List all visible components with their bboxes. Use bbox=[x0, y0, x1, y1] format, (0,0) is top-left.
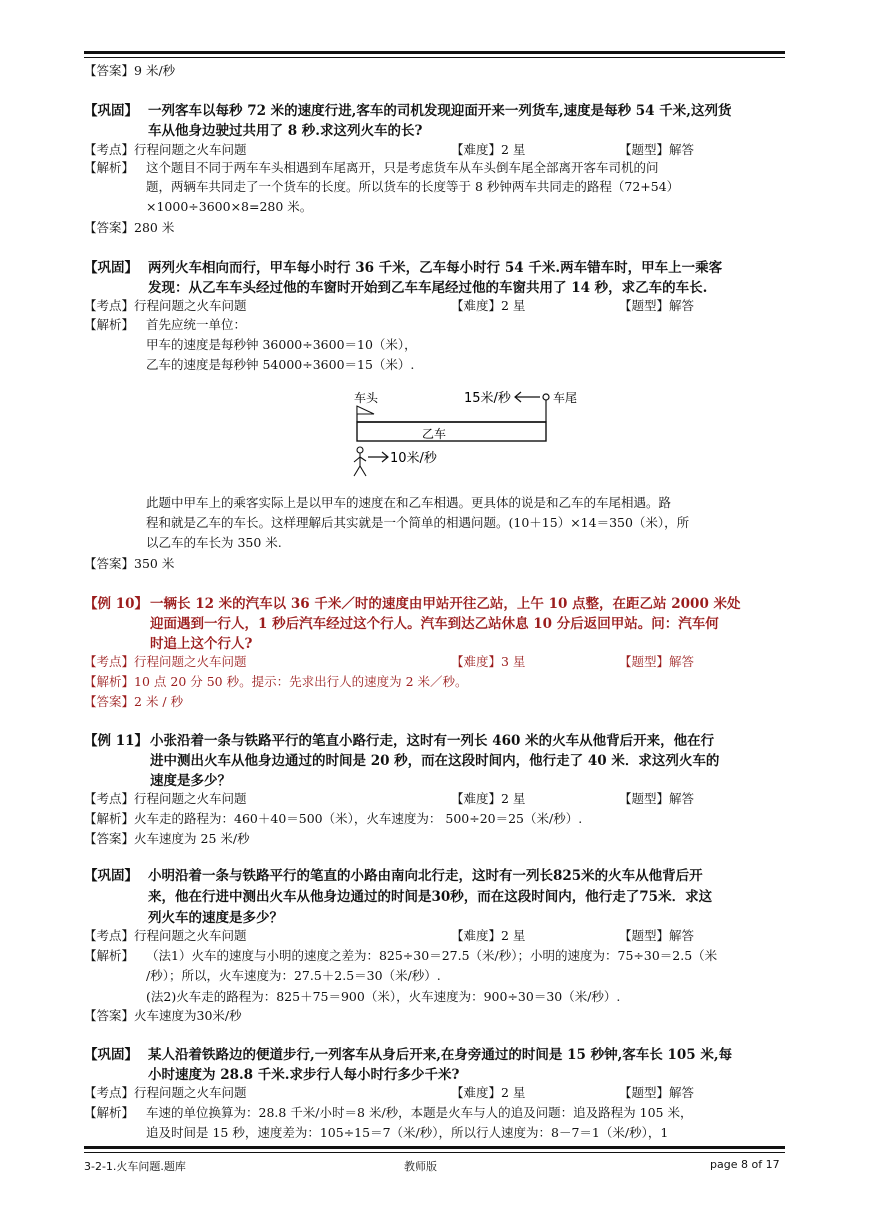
analysis-text: 火车走的路程为：460＋40＝500（米），火车速度为： 500÷20＝25（米/秒）. bbox=[134, 811, 583, 826]
question-tag: 【巩固】 bbox=[84, 868, 138, 884]
example-tag: 【例 11】 bbox=[84, 733, 148, 749]
analysis-tag: 【解析】 bbox=[84, 948, 135, 963]
analysis-tag: 【解析】 bbox=[84, 811, 135, 826]
bottom-speed-label: 10米/秒 bbox=[390, 451, 437, 466]
analysis-line: 甲车的速度是每秒钟 36000÷3600＝10（米）， bbox=[146, 337, 417, 352]
answer-line bbox=[84, 693, 183, 711]
analysis-line: （法1）火车的速度与小明的速度之差为：825÷30＝27.5（米/秒）；小明的速度为：75÷30＝2.5（米 bbox=[146, 948, 718, 963]
footer-rule-thin bbox=[84, 1152, 785, 1153]
question-line: 迎面遇到一行人，1 秒后汽车经过这个行人。汽车到达乙站休息 10 分后返回甲站。问：汽车何 bbox=[150, 616, 719, 632]
question-line: 某人沿着铁路边的便道步行,一列客车从身后开来,在身旁通过的时间是 15 秒钟,客车长 105 米,每 bbox=[148, 1047, 733, 1063]
meta-tixing: 【题型】解答 bbox=[619, 654, 695, 669]
question-line: 来，他在行进中测出火车从他身边通过的时间是30秒，而在这段时间内，他行走了75米．求这 bbox=[148, 889, 713, 905]
analysis-line: 此题中甲车上的乘客实际上是以甲车的速度在和乙车相遇。更具体的说是和乙车的车尾相遇。路 bbox=[146, 495, 672, 510]
answer-text: 2 米 / 秒 bbox=[134, 694, 184, 709]
meta-nandu: 【难度】2 星 bbox=[451, 1085, 526, 1100]
analysis-line bbox=[84, 673, 468, 691]
footer-page-number: page 8 of 17 bbox=[710, 1158, 780, 1171]
footer-doc-name: 3-2-1.火车问题.题库 bbox=[84, 1160, 186, 1173]
question-tag: 【巩固】 bbox=[84, 260, 138, 276]
question-line: 速度是多少？ bbox=[150, 773, 231, 789]
tail-label: 车尾 bbox=[553, 391, 578, 405]
question-line: 时追上这个行人? bbox=[150, 636, 253, 652]
meta-kaodian: 【考点】行程问题之火车问题 bbox=[84, 928, 247, 943]
footer-edition: 教师版 bbox=[404, 1160, 437, 1173]
meta-nandu: 【难度】2 星 bbox=[451, 142, 526, 157]
meta-kaodian: 【考点】行程问题之火车问题 bbox=[84, 1085, 247, 1100]
answer-line bbox=[84, 830, 250, 848]
answer-text: 火车速度为 25 米/秒 bbox=[134, 831, 250, 846]
analysis-line: /秒）；所以，火车速度为：27.5＋2.5＝30（米/秒）. bbox=[146, 968, 441, 983]
question-line: 小时速度为 28.8 千米.求步行人每小时行多少千米? bbox=[148, 1067, 460, 1083]
answer-tag: 【答案】 bbox=[84, 220, 135, 235]
meta-row bbox=[84, 141, 695, 159]
question-line: 车从他身边驶过共用了 8 秒.求这列火车的长? bbox=[148, 123, 423, 139]
question-line: 小明沿着一条与铁路平行的笔直的小路由南向北行走，这时有一列长825米的火车从他背后开 bbox=[148, 868, 703, 884]
footer-rule-thick bbox=[84, 1146, 785, 1149]
meta-row bbox=[84, 653, 695, 671]
analysis-tag: 【解析】 bbox=[84, 1105, 135, 1120]
answer-line bbox=[84, 62, 175, 80]
flag-icon bbox=[357, 406, 374, 414]
meta-kaodian: 【考点】行程问题之火车问题 bbox=[84, 791, 247, 806]
meta-nandu: 【难度】2 星 bbox=[451, 298, 526, 313]
train-b-body bbox=[357, 422, 546, 441]
question-line: 两列火车相向而行，甲车每小时行 36 千米，乙车每小时行 54 千米.两车错车时，甲车上一乘客 bbox=[148, 260, 723, 276]
analysis-line: 这个题目不同于两车车头相遇到车尾离开，只是考虑货车从车头倒车尾全部离开客车司机的问 bbox=[146, 160, 659, 175]
analysis-tag: 【解析】 bbox=[84, 317, 135, 332]
analysis-line: ×1000÷3600×8=280 米。 bbox=[146, 199, 313, 214]
question-line: 进中测出火车从他身边通过的时间是 20 秒，而在这段时间内，他行走了 40 米．求这列火车的 bbox=[150, 753, 720, 769]
header-rule-thick bbox=[84, 51, 785, 54]
meta-nandu: 【难度】3 星 bbox=[451, 654, 526, 669]
top-speed-label: 15米/秒 bbox=[464, 391, 511, 406]
meta-kaodian: 【考点】行程问题之火车问题 bbox=[84, 298, 247, 313]
meta-tixing: 【题型】解答 bbox=[619, 142, 695, 157]
analysis-tag: 【解析】 bbox=[84, 674, 135, 689]
meta-nandu: 【难度】2 星 bbox=[451, 791, 526, 806]
answer-text: 350 米 bbox=[134, 556, 175, 571]
head-label: 车头 bbox=[354, 391, 379, 405]
analysis-line bbox=[84, 810, 582, 828]
question-line: 一辆长 12 米的汽车以 36 千米／时的速度由甲站开往乙站，上午 10 点整，在距乙站 2000 米处 bbox=[150, 596, 741, 612]
answer-line bbox=[84, 219, 174, 237]
meta-row bbox=[84, 790, 695, 808]
train-diagram bbox=[340, 380, 600, 482]
analysis-tag: 【解析】 bbox=[84, 160, 135, 175]
meta-row bbox=[84, 1084, 695, 1102]
meta-tixing: 【题型】解答 bbox=[619, 791, 695, 806]
meta-tixing: 【题型】解答 bbox=[619, 298, 695, 313]
answer-tag: 【答案】 bbox=[84, 63, 135, 78]
answer-text: 火车速度为30米/秒 bbox=[134, 1008, 242, 1023]
header-rule-thin bbox=[84, 57, 785, 58]
passenger-figure-icon bbox=[354, 447, 366, 476]
analysis-line: 首先应统一单位： bbox=[146, 317, 247, 332]
question-tag: 【巩固】 bbox=[84, 1047, 138, 1063]
meta-kaodian: 【考点】行程问题之火车问题 bbox=[84, 142, 247, 157]
meta-tixing: 【题型】解答 bbox=[619, 928, 695, 943]
question-tag: 【巩固】 bbox=[84, 103, 138, 119]
example-tag: 【例 10】 bbox=[84, 596, 148, 612]
question-line: 小张沿着一条与铁路平行的笔直小路行走，这时有一列长 460 米的火车从他背后开来，他在行 bbox=[150, 733, 715, 749]
question-line: 列火车的速度是多少？ bbox=[148, 910, 283, 926]
meta-row bbox=[84, 297, 695, 315]
answer-tag: 【答案】 bbox=[84, 556, 135, 571]
question-line: 发现：从乙车车头经过他的车窗时开始到乙车车尾经过他的车窗共用了 14 秒，求乙车的车长. bbox=[148, 280, 708, 296]
analysis-line: 车速的单位换算为：28.8 千米/小时＝8 米/秒，本题是火车与人的追及问题：追及路程为 105 米， bbox=[146, 1105, 693, 1120]
answer-line bbox=[84, 1007, 242, 1025]
answer-text: 280 米 bbox=[134, 220, 175, 235]
analysis-line: 以乙车的车长为 350 米. bbox=[146, 535, 282, 550]
analysis-line: 乙车的速度是每秒钟 54000÷3600＝15（米）. bbox=[146, 357, 415, 372]
answer-text: 9 米/秒 bbox=[134, 63, 176, 78]
answer-tag: 【答案】 bbox=[84, 1008, 135, 1023]
analysis-text: 10 点 20 分 50 秒。提示：先求出行人的速度为 2 米／秒。 bbox=[134, 674, 468, 689]
analysis-line: 题，两辆车共同走了一个货车的长度。所以货车的长度等于 8 秒钟两车共同走的路程（72+54） bbox=[146, 179, 680, 194]
answer-line bbox=[84, 555, 174, 573]
meta-kaodian: 【考点】行程问题之火车问题 bbox=[84, 654, 247, 669]
analysis-line: 程和就是乙车的车长。这样理解后其实就是一个简单的相遇问题。(10＋15）×14＝350（米），所 bbox=[146, 515, 690, 530]
meta-row bbox=[84, 927, 695, 945]
analysis-line: (法2)火车走的路程为：825＋75＝900（米），火车速度为：900÷30＝30（米/秒）. bbox=[146, 989, 621, 1004]
question-line: 一列客车以每秒 72 米的速度行进,客车的司机发现迎面开来一列货车,速度是每秒 54 千米,这列货 bbox=[148, 103, 732, 119]
meta-tixing: 【题型】解答 bbox=[619, 1085, 695, 1100]
answer-tag: 【答案】 bbox=[84, 831, 135, 846]
analysis-line: 追及时间是 15 秒，速度差为：105÷15＝7（米/秒），所以行人速度为：8－7＝1（米/秒），1 bbox=[146, 1125, 669, 1140]
car-label: 乙车 bbox=[422, 427, 447, 441]
meta-nandu: 【难度】2 星 bbox=[451, 928, 526, 943]
answer-tag: 【答案】 bbox=[84, 694, 135, 709]
